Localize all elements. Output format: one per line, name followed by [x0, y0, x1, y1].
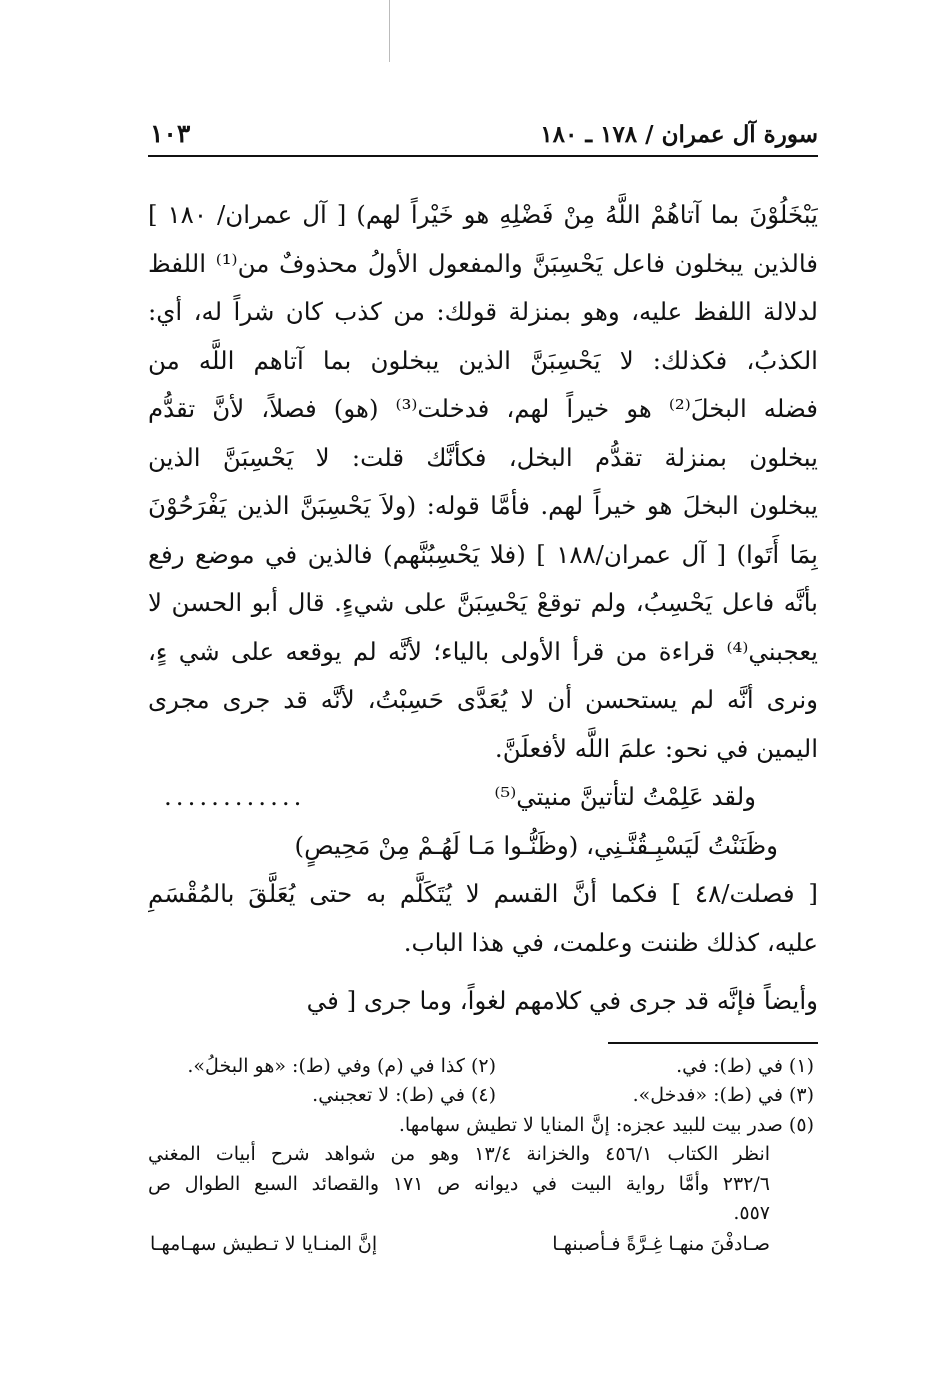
footnote-row: [148, 1052, 818, 1082]
text-line: فضله البخلَ⁽²⁾ هو خيراً لهم، فدخلت⁽³⁾ (هو) فصلاً، لأنَّ تقدُّم: [148, 394, 818, 423]
text-line: [ فصلت/٤٨ ] فكما أنَّ القسم لا يُتَكَلَّم به حتى يُعَلَّقَ بالمُقْسَمِ: [148, 879, 818, 908]
footnote-row: [148, 1081, 818, 1111]
poetry-verse: [148, 773, 818, 822]
footnote-line: ٥٥٧.: [733, 1202, 770, 1224]
header-rule: [148, 155, 818, 157]
text-line: بأنَّه فاعل يَحْسِبُ، ولم توقعْ يَحْسِبَنَّ على شيءٍ. قال أبو الحسن لا: [148, 588, 818, 617]
footnote-verse-first: صـادفْنَ منهـا غِـرَّةً فـأصبنهـا: [552, 1232, 770, 1255]
text-line: يَبْخَلُوْنَ بما آتاهُمْ اللَّهُ مِنْ فَضْلِهِ هو خَيْراً لهم) [ آل عمران/ ١٨٠ ]: [148, 200, 818, 229]
text-line: اليمين في نحو: علمَ اللَّه لأفعلَنَّ.: [494, 733, 818, 763]
verse-ellipsis: ............: [164, 782, 306, 811]
footnote-verse: [148, 1229, 818, 1259]
footnote-2: (٢) كذا في (م) وفي (ط): «هو البخلُ».: [187, 1054, 496, 1077]
page-number: ١٠٣: [150, 119, 191, 148]
text-line: الكذبُ، فكذلك: لا يَحْسِبَنَّ الذين يبخلون بما آتاهم اللَّه من: [148, 345, 818, 375]
text-line: يعجبني⁽⁴⁾ قراءة من قرأ الأولى بالياء؛ لأنَّه لم يوقعه على شي ءٍ،: [148, 636, 818, 666]
footnote-3: (٣) في (ط): «فدخل».: [632, 1084, 814, 1106]
running-header: [148, 115, 818, 155]
footnote-line: انظر الكتاب ٤٥٦/١ والخزانة ١٣/٤ وهو من شواهد شرح أبيات المغني: [148, 1143, 771, 1165]
text-line: يبخلون البخلَ هو خيراً لهم. فأمَّا قوله: (ولاَ يَحْسِبَنَّ الذين يَفْرَحُوْنَ: [148, 491, 818, 520]
footnote-1: (١) في (ط): في.: [676, 1054, 814, 1077]
footnote-4: (٤) في (ط): لا تعجبني.: [312, 1084, 496, 1106]
footnote-5-details: [148, 1140, 818, 1229]
text-line: يبخلون بمنزلة تقدُّم البخل، فكأنَّك قلت: لا يَحْسِبَنَّ الذين: [148, 442, 818, 472]
footnotes: [148, 1052, 818, 1259]
text-line: وأيضاً فإنَّه قد جرى في كلامهم لغواً، وما جرى [ في: [306, 986, 818, 1015]
footnote-rule: [608, 1042, 818, 1044]
book-page: [148, 115, 818, 1259]
verse-line: وظَنَنْتُ لَيَسْبِـقُنَّـنِي، (وظَنُّـوا مَـا لَهُـمْ مِنْ مَحِيصٍ): [294, 830, 778, 860]
text-line: ونرى أنَّه لم يستحسن أن لا يُعَدَّى حَسِبْتُ، لأنَّه قد جرى مجرى: [148, 685, 818, 714]
main-text: [148, 191, 818, 1026]
footnote-row: [148, 1111, 818, 1141]
verse-first-hemistich: ولقد عَلِمْتُ لتأتينَّ منيتي⁽⁵⁾: [494, 782, 756, 811]
footnote-5: (٥) صدر بيت للبيد عجزه: إنَّ المنايا لا تطيش سهامها.: [398, 1113, 814, 1136]
surah-reference: سورة آل عمران / ١٧٨ ـ ١٨٠: [540, 121, 818, 148]
footnote-line: ٢٣٢/٦ وأمَّا رواية البيت في ديوانه ص ١٧١ والقصائد السبع الطوال ص: [148, 1172, 770, 1195]
text-line: لدلالة اللفظ عليه، وهو بمنزلة قولك: من كذب كان شراً له، أي:: [148, 297, 818, 326]
footnote-verse-second: إنَّ المنـايا لا تـطيش سهـامهـا: [150, 1232, 378, 1255]
text-line: فالذين يبخلون فاعل يَحْسِبَنَّ والمفعول الأولُ محذوفٌ من⁽¹⁾ اللفظ: [148, 248, 818, 278]
poetry-verse: [148, 822, 818, 871]
page-fold-line: [389, 0, 390, 62]
text-line: بِمَا أَتَوا) [ آل عمران/١٨٨ ] (فلا يَحْسِبُنَّهم) فالذين في موضع رفع: [148, 539, 818, 569]
text-line: عليه، كذلك ظننت وعلمت، في هذا الباب.: [403, 927, 818, 957]
